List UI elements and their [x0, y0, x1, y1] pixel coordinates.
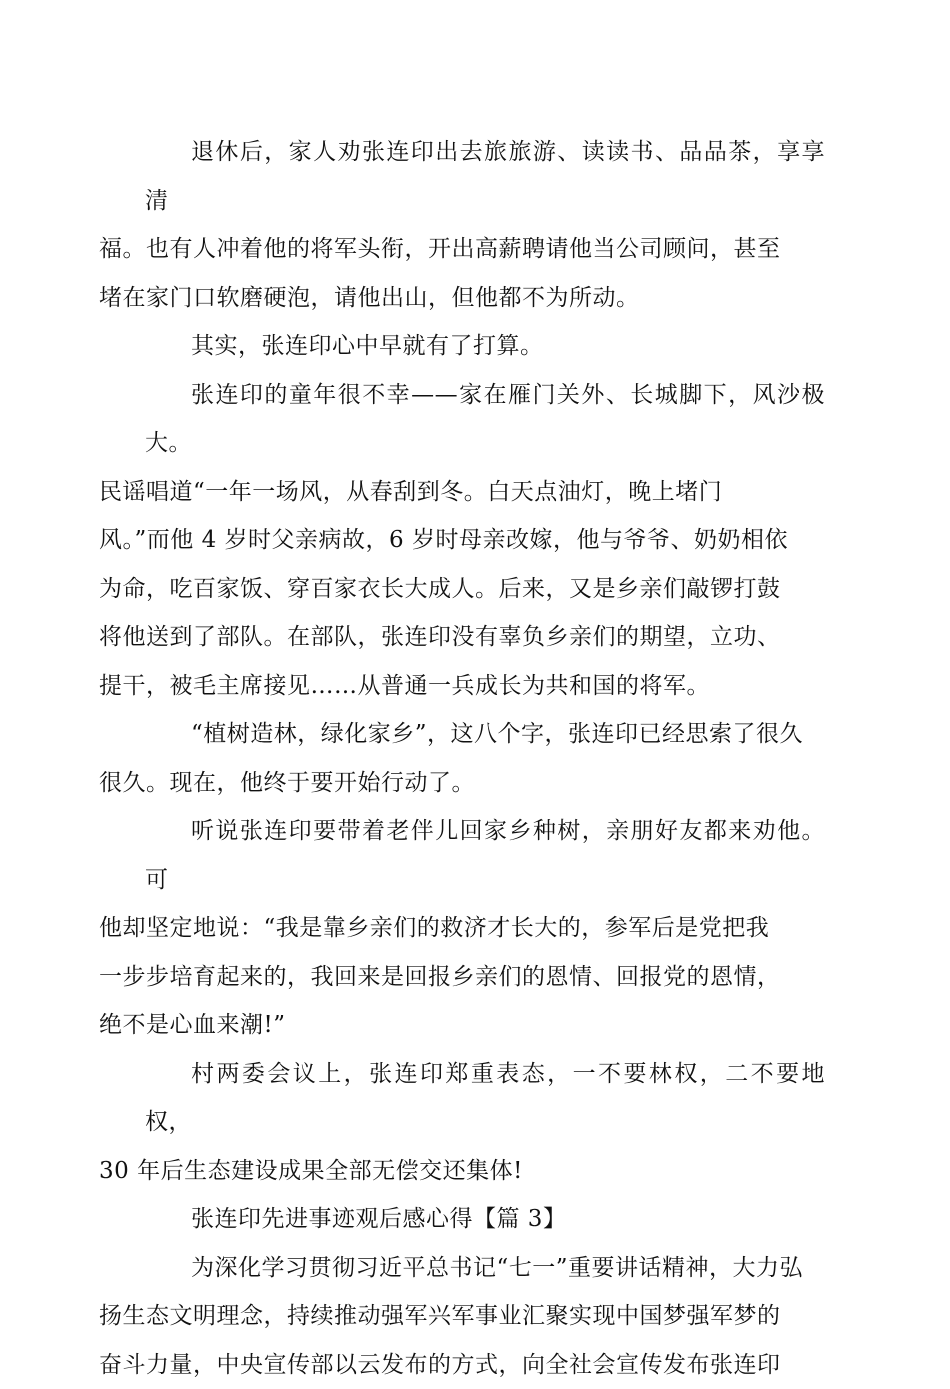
text-line: 退休后，家人劝张连印出去旅旅游、读读书、品品茶，享享清 [145, 128, 825, 225]
paragraph-return-home [145, 807, 825, 1050]
text-line: 他却坚定地说：“我是靠乡亲们的救济才长大的，参军后是党把我 [145, 904, 825, 953]
text-line: 堵在家门口软磨硬泡，请他出山，但他都不为所动。 [145, 274, 825, 323]
section-heading [145, 1195, 825, 1244]
text-line: 其实，张连印心中早就有了打算。 [145, 322, 825, 371]
text-line: 一步步培育起来的，我回来是回报乡亲们的恩情、回报党的恩情， [145, 953, 825, 1002]
text-line: 为深化学习贯彻习近平总书记“七一”重要讲话精神，大力弘 [145, 1244, 825, 1293]
text-line: 民谣唱道“一年一场风，从春刮到冬。白天点油灯，晚上堵门 [145, 468, 825, 517]
text-line: 很久。现在，他终于要开始行动了。 [145, 759, 825, 808]
text-line: 绝不是心血来潮!” [145, 1001, 825, 1050]
text-line: 扬生态文明理念，持续推动强军兴军事业汇聚实现中国梦强军梦的 [145, 1292, 825, 1341]
section-heading-text: 张连印先进事迹观后感心得【篇 3】 [145, 1195, 825, 1244]
paragraph-plan [145, 322, 825, 371]
text-line: 村两委会议上，张连印郑重表态，一不要林权，二不要地权， [145, 1050, 825, 1147]
document-body [145, 128, 825, 1389]
text-line: 福。也有人冲着他的将军头衔，开出高薪聘请他当公司顾问，甚至 [145, 225, 825, 274]
text-line: 听说张连印要带着老伴儿回家乡种树，亲朋好友都来劝他。可 [145, 807, 825, 904]
text-line: 为命，吃百家饭、穿百家衣长大成人。后来，又是乡亲们敲锣打鼓 [145, 565, 825, 614]
text-line: 30 年后生态建设成果全部无偿交还集体! [145, 1147, 825, 1196]
paragraph-childhood [145, 371, 825, 711]
text-line: 风。”而他 4 岁时父亲病故，6 岁时母亲改嫁，他与爷爷、奶奶相依 [145, 516, 825, 565]
text-line: 张连印的童年很不幸——家在雁门关外、长城脚下，风沙极大。 [145, 371, 825, 468]
paragraph-retirement [145, 128, 825, 322]
paragraph-afforestation [145, 710, 825, 807]
text-line: “植树造林，绿化家乡”，这八个字，张连印已经思索了很久 [145, 710, 825, 759]
text-line: 奋斗力量，中央宣传部以云发布的方式，向全社会宣传发布张连印 [145, 1341, 825, 1389]
paragraph-publicity [145, 1244, 825, 1389]
text-line: 将他送到了部队。在部队，张连印没有辜负乡亲们的期望，立功、 [145, 613, 825, 662]
paragraph-commitment [145, 1050, 825, 1196]
text-line: 提干，被毛主席接见……从普通一兵成长为共和国的将军。 [145, 662, 825, 711]
